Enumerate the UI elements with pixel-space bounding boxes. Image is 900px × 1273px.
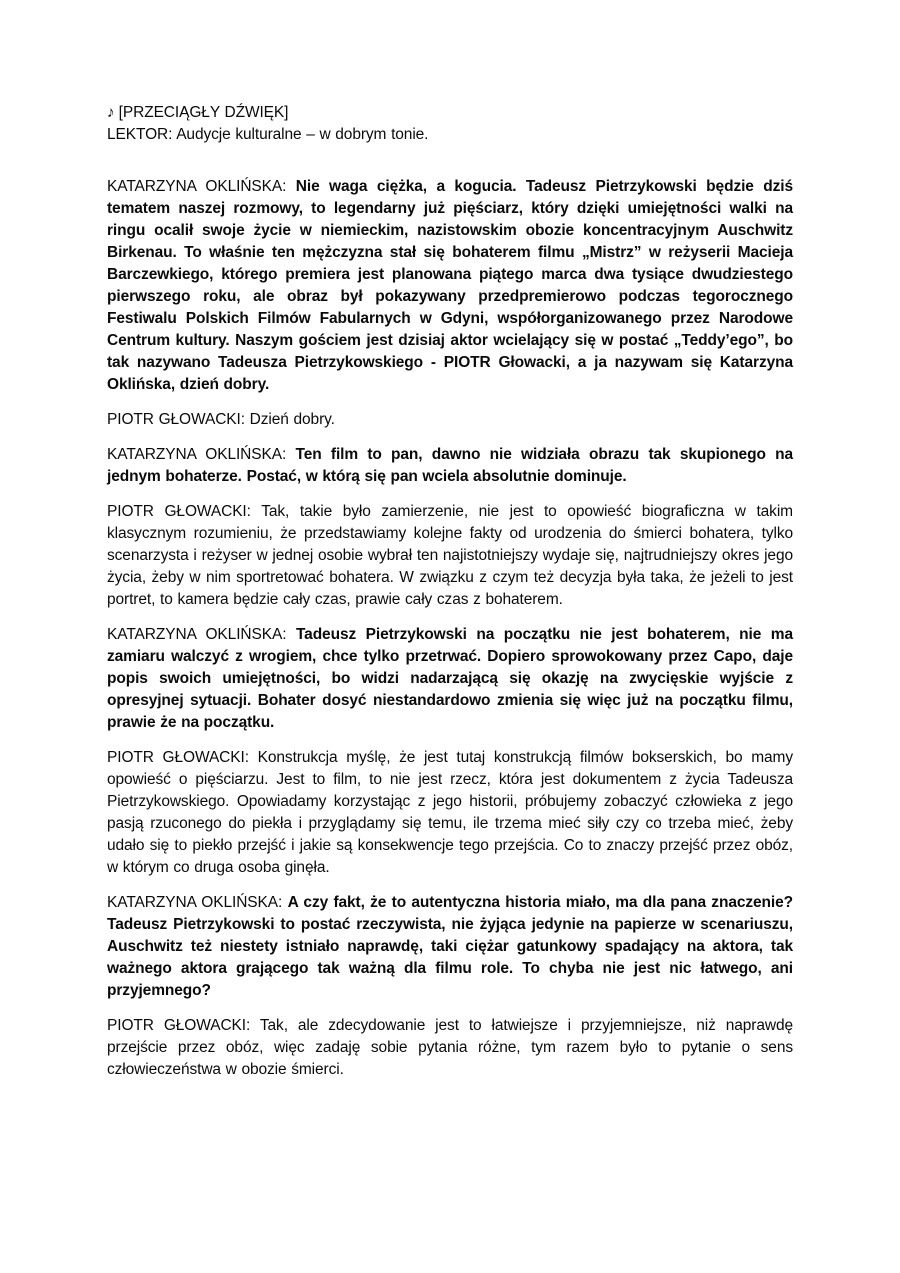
speaker-label: KATARZYNA OKLIŃSKA: (107, 626, 287, 643)
speaker-label: PIOTR GŁOWACKI: (107, 749, 249, 766)
transcript-paragraph (107, 747, 793, 879)
transcript-paragraph (107, 1015, 793, 1081)
transcript-paragraph (107, 409, 793, 431)
speech-text: Tadeusz Pietrzykowski na początku nie jest bohaterem, nie ma zamiaru walczyć z wrogiem, chce tylko przetrwać. Dopiero sprowokowany przez Capo, daje popis swoich umiejętności, bo widzi nadarzającą się okazję na zwycięskie wyjście z opresyjnej sytuacji. Bohater dosyć niestandardowo zmienia się więc już na początku filmu, prawie że na początku. (107, 626, 793, 731)
speaker-label: KATARZYNA OKLIŃSKA: (107, 178, 287, 195)
transcript-paragraph (107, 501, 793, 611)
speech-text: Nie waga ciężka, a kogucia. Tadeusz Pietrzykowski będzie dziś tematem naszej rozmowy, to legendarny już pięściarz, który dzięki umiejętności walki na ringu ocalił swoje życie w niemieckim, nazistowskim obozie koncentracyjnym Auschwitz Birkenau. To właśnie ten mężczyzna stał się bohaterem filmu „Mistrz” w reżyserii Macieja Barczewkiego, którego premiera jest planowana piątego marca dwa tysiące dwudziestego pierwszego roku, ale obraz był pokazywany przedpremierowo podczas tegorocznego Festiwalu Polskich Filmów Fabularnych w Gdyni, współorganizowanego przez Narodowe Centrum kultury. Naszym gościem jest dzisiaj aktor wcielający się w postać „Teddy’ego”, bo tak nazywano Tadeusza Pietrzykowskiego - PIOTR Głowacki, a ja nazywam się Katarzyna Oklińska, dzień dobry. (107, 178, 794, 393)
transcript-paragraph (107, 176, 793, 396)
dialogue-paragraphs (107, 176, 793, 1081)
speech-text: Konstrukcja myślę, że jest tutaj konstrukcją filmów bokserskich, bo mamy opowieść o pięściarzu. Jest to film, to nie jest rzecz, która jest dokumentem z życia Tadeusza Pietrzykowskiego. Opowiadamy korzystając z jego historii, próbujemy zobaczyć człowieka z jego pasją rzuconego do piekła i przyglądamy się temu, ile trzema mieć siły czy co trzeba mieć, żeby udało się to piekło przejść i jakie są konsekwencje tego przejścia. Co to znaczy przejść przez obóz, w którym co druga osoba ginęła. (107, 749, 793, 876)
speech-text: Ten film to pan, dawno nie widziała obrazu tak skupionego na jednym bohaterze. Postać, w którą się pan wciela absolutnie dominuje. (107, 446, 793, 485)
sound-cue-label: [PRZECIĄGŁY DŹWIĘK] (118, 104, 289, 121)
speaker-label: KATARZYNA OKLIŃSKA: (107, 894, 283, 911)
speaker-label: PIOTR GŁOWACKI: (107, 1017, 251, 1034)
speaker-label: PIOTR GŁOWACKI: (107, 411, 245, 428)
speech-text: Tak, ale zdecydowanie jest to łatwiejsze i przyjemniejsze, niż naprawdę przejście przez obóz, więc zadaję sobie pytania różne, tym razem było to pytanie o sens człowieczeństwa w obozie śmierci. (107, 1017, 793, 1078)
sound-cue-line (107, 102, 793, 124)
transcript (107, 102, 793, 1081)
speaker-label: PIOTR GŁOWACKI: (107, 503, 251, 520)
lector-line: LEKTOR: Audycje kulturalne – w dobrym tonie. (107, 126, 429, 143)
speech-text: A czy fakt, że to autentyczna historia miało, ma dla pana znaczenie? Tadeusz Pietrzykowski to postać rzeczywista, nie żyjąca jedynie na papierze w scenariuszu, Auschwitz też niestety istniało naprawdę, taki ciężar gatunkowy spadający na aktora, tak ważnego aktora grającego tak ważną dla filmu role. To chyba nie jest nic łatwego, ani przyjemnego? (107, 894, 793, 999)
transcript-paragraph (107, 624, 793, 734)
speech-text: Tak, takie było zamierzenie, nie jest to opowieść biograficzna w takim klasycznym rozumieniu, że przedstawiamy kolejne fakty od urodzenia do śmierci bohatera, tylko scenarzysta i reżyser w jednej osobie wybrał ten najistotniejszy wydaje się, najtrudniejszy okres jego życia, żeby w nim sportretować bohatera. W związku z czym też decyzja była taka, że jeżeli to jest portret, to kamera będzie cały czas, prawie cały czas z bohaterem. (107, 503, 793, 608)
music-note-icon: ♪ (107, 104, 115, 121)
speech-text: Dzień dobry. (249, 411, 335, 428)
transcript-paragraph (107, 892, 793, 1002)
speaker-label: KATARZYNA OKLIŃSKA: (107, 446, 287, 463)
transcript-paragraph (107, 444, 793, 488)
